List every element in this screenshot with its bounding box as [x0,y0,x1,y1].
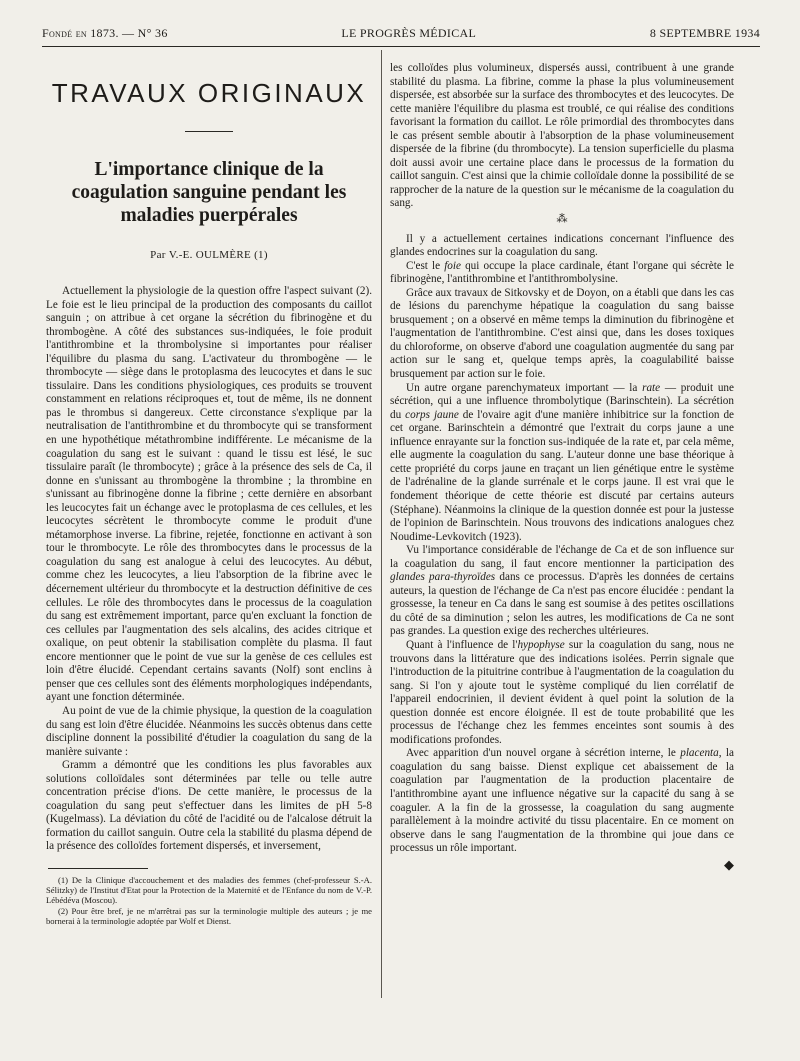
footnote-rule [48,868,148,869]
author-name: V.-E. OULMÈRE (1) [168,249,268,261]
paragraph: Gramm a démontré que les conditions les plus favorables aux solutions colloïdales sont déterminées par telle ou telle autre concentration précise d'ions. De cette manière, le processus de la coagulation du sang peut s'effectuer dans les limites de pH 5-8 (Kugelmass). La déviation du côté de l'acidité ou de l'alcalose détruit la formation du caillot sanguin. Outre cela la stabilité du plasma dépend de la présence des colloïdes fortement dispersés, et inversement, [46,759,372,853]
byline [46,249,372,261]
paragraph: Grâce aux travaux de Sitkovsky et de Doyon, on a établi que dans les cas de lésions du parenchyme hépatique la coagulation du sang baisse brusquement ; on a observé en même temps la diminution du fibrinogène et l'augmentation de l'antithrombine. C'est ainsi que, dans les doses toxiques du chloroforme, on observe d'abord une coagulation augmentée du sang par action sur le sang et, quelque temps après, la coagulabilité baisse brusquement par action sur le foie. [390,286,734,381]
asterism-separator: ⁂ [556,213,568,226]
paragraph: Un autre organe parenchymateux important — la rate — produit une sécrétion, qui a une influence thrombolytique (Barinschtein). La sécrétion du corps jaune de l'ovaire agit d'une manière inhibitrice sur la fonction de cet organe. Barinschtein a démontré que l'extrait du corps jaune a une influence enrayante sur la fonction sus-indiquée de la rate et, par cela même, elle augmente la coagulation du sang. L'auteur donne une base théorique à cette propriété du corps jaune en traçant un lien génétique entre le système de l'adrénaline de la glande surrénale et le corps jaune. Il est vrai que le fondement théorique de cette théorie est discuté par certains auteurs (Stéphane). Néanmoins la clinique de la question donnée est pour la justesse de l'opinion de Barinschtein. Nous trouvons des indications analogues chez Noudime-Levkovitch (1923). [390,381,735,543]
header-founded: Fondé en 1873. — N° 36 [42,26,168,40]
header-rule [42,46,760,47]
paragraph: Quant à l'influence de l'hypophyse sur la coagulation du sang, nous ne trouvons dans la littérature que des indications isolées. Perrin signale que l'introduction de la pituitrine contribue à l'augmentation de la coagulation du sang. Si l'on y ajoute tout le système compliqué du lien corrélatif de l'appareil endocrinien, il devient évident à quel point la solution de la question donnée est encore éloignée. Il est de toute probabilité que les processus de l'échange chez les femmes enceintes sont soumis à des modifications profondes. [390,638,735,746]
paragraph: Au point de vue de la chimie physique, la question de la coagulation du sang est loin d'être élucidée. Néanmoins les succès obtenus dans cette discipline donnent la possibilité d'étudier la coagulation du sang de la manière suivante : [46,704,372,758]
paragraph: les colloïdes plus volumineux, dispersés aussi, contribuent à une grande stabilité du plasma. La fibrine, comme la phase la plus volumineusement dispersée, est absorbée sur la surface des thrombocytes et des leucocytes. De cette manière l'équilibre du plasma est troublé, ce qui réalise des conditions favorisant la formation du caillot. Le rôle primordial des thrombocytes dans le cas présent semble aboutir à l'absorption de la phase volumineusement dispersée de la fibrine (du thrombocyte). La tension superficielle du plasma doit aussi avoir une certaine place dans le processus de la formation du caillot sanguin. C'est ainsi que la chimie colloïdale donne la possibilité de se rapprocher de la nature de la question sur le mécanisme de la coagulation du sang. [390,62,734,210]
footnotes [46,875,372,926]
paragraph: Avec apparition d'un nouvel organe à sécrétion interne, le placenta, la coagulation du sang baisse. Dienst explique cet abaissement de la coagulation par l'augmentation de la production placentaire de l'antithrombine ayant une influence négative sur la capacité du sang à se coaguler. A la fin de la grossesse, la coagulation du sang augmente parallèlement à la moindre activité du tissu placentaire. En ce moment on observe dans le sang l'augmentation de la thrombine qui joue dans ce processus un rôle important. [390,747,735,855]
right-column [390,62,734,871]
paragraph: Il y a actuellement certaines indications concernant l'influence des glandes endocrines sur la coagulation du sang. [390,232,734,259]
paragraph: Vu l'importance considérable de l'échange de Ca et de son influence sur la coagulation du sang, il faut encore mentionner la participation des glandes para-thyroïdes dans ce processus. D'après les données de certains auteurs, la question de l'échange de Ca n'est pas encore élucidée : pendant la grossesse, la teneur en Ca dans le sang est soumise à des petites oscillations du côté de sa diminution ; selon les autres, les modifications de Ca ne sont pas grandes. La question exige des recherches ultérieures. [390,544,734,638]
title-rule [185,131,233,132]
issue-date: 8 SEPTEMBRE 1934 [649,26,760,40]
article-title: L'importance clinique de la coagulation sanguine pendant les maladies puerpérales [71,159,347,226]
footnote-1: (1) De la Clinique d'accouchement et des maladies des femmes (chef-professeur S.-A. Sélitzky) de l'Institut d'Etat pour la Protection de la Maternité et de l'Enfance du nom de V.-P. Lébédéva (Moscou). [46,874,372,906]
end-of-article-mark: ◆ [724,856,734,872]
paragraph: C'est le foie qui occupe la place cardinale, étant l'organe qui sécrète le fibrinogène, l'antithrombine et l'antithrombolysine. [390,259,734,286]
left-body-text [46,285,372,854]
footnote-2: (2) Pour être bref, je ne m'arrêtrai pas sur la terminologie multiple des auteurs ; je me bornerai à la terminologie adoptée par Wolf et Dienst. [46,905,372,926]
left-column [46,62,372,926]
journal-name: LE PROGRÈS MÉDICAL [341,26,477,40]
paragraph: Actuellement la physiologie de la question offre l'aspect suivant (2). Le foie est le lieu principal de la production des composants du caillot sanguin ; on attribue à cet organe la sécrétion du fibrinogène et du thrombogène. A côté des substances sus-indiquées, le foie produit l'antithrombine et la thrombolysine si importantes pour réaliser l'équilibre du plasma du sang. L'activateur du thrombogène — le thrombocyte — siège dans le protoplasma des leucocytes et dans le suc tissulaire. Dans les conditions physiologiques, ces produits se trouvent constamment en relations réciproques et, tout de même, ils ne donnent pas le thrombus si dangereux. Cette circonstance s'explique par la neutralisation de l'antithrombine et du thrombocyte qui se transforment en une hypothétique métathrombine indifférente. Le mécanisme de la coagulation du sang est le suivant : quand le tissu est lésé, le suc tissulaire paraît (le thrombocyte) ; grâce à la présence des sels de Ca, il donne en s'unissant au thrombogène la thrombine ; la thrombine en s'unissant au fibrinogène donne la fibrine ; cette dernière en absorbant les leucocytes fait un échange avec le protoplasma de ces cellules, et les leucocytes sécrètent le thrombocyte comme le produit d'une métamorphose inverse. La fibrine, rejetée, fonctionne en activant à son tour le thrombocyte. Le rôle des thrombocytes dans le processus de la coagulation du sang est analogue à celui des leucocytes. Au début, comme chez les leucocytes, a lieu l'absorption de la fibrine avec le décernement ultérieur du thrombocyte et la destruction définitive de ces cellules. Le rôle des thrombocytes dans le processus de la coagulation du sang est extrêmement important, parce qu'en excluant la fonction de ces cellules par l'augmentation des sels alcalins, des acides citrique et oxalique, on peut obtenir la stabilisation complète du plasma. Il faut encore mentionner que le point de vue sur la genèse de ces cellules est loin d'être élucidé. Cependant certains savants (Nolf) sont enclins à penser que ces cellules sont des éléments morphologiques indépendants, ayant une fonction déterminée. [46,285,372,704]
column-divider [381,50,382,998]
section-title: TRAVAUX ORIGINAUX [51,78,367,108]
running-header [42,26,760,40]
byline-prefix: Par [150,249,166,261]
